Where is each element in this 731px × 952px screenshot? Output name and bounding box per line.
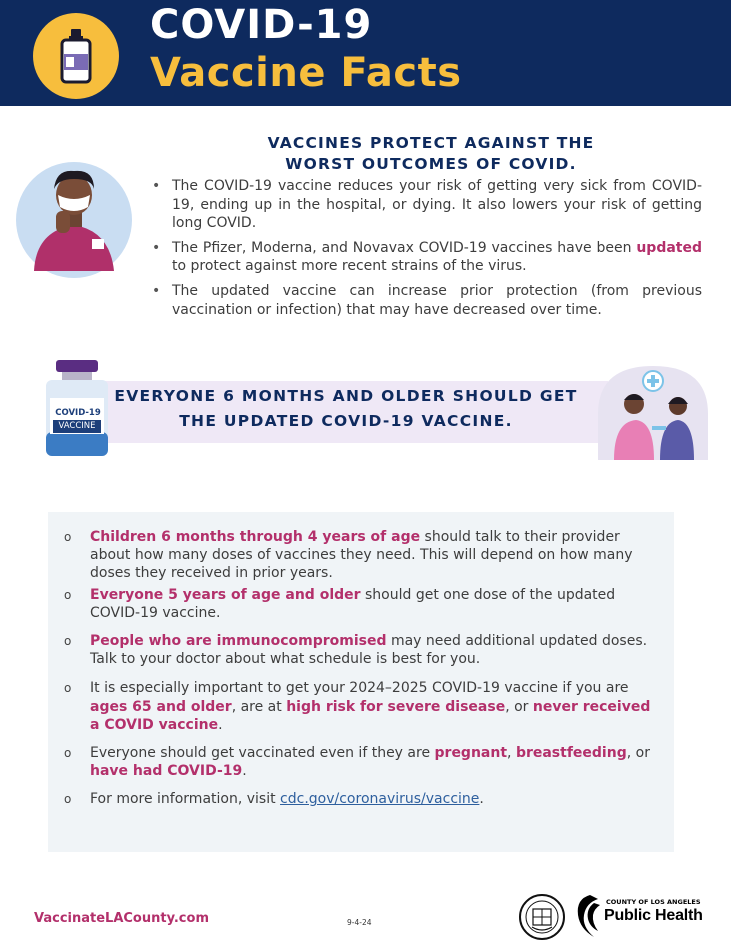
list-item xyxy=(150,282,702,319)
item-text: Everyone should get vaccinated even if they are xyxy=(90,745,435,762)
public-health-logo-icon xyxy=(572,893,604,939)
header-bar xyxy=(0,0,731,106)
bullet-text: to protect against more recent strains of the virus. xyxy=(172,258,527,275)
list-item xyxy=(62,679,662,734)
title-line-1: COVID-19 xyxy=(150,2,373,48)
highlight-text: Everyone 5 years of age and older xyxy=(90,586,361,603)
highlight-text: People who are immunocompromised xyxy=(90,633,387,650)
protection-bullet-list xyxy=(150,177,702,325)
item-text: , are at xyxy=(231,698,287,715)
vial-label-bottom: VACCINE xyxy=(53,420,101,433)
item-text: , xyxy=(507,745,516,762)
banner-line: THE UPDATED COVID-19 VACCINE. xyxy=(179,412,513,430)
highlight-text: never received a COVID vaccine xyxy=(90,698,651,733)
bullet-text: The updated vaccine can increase prior protection (from previous vaccination or infection) that may have decreased over time. xyxy=(172,282,702,318)
eligibility-list xyxy=(62,528,662,809)
item-text: should get one dose of the updated COVID-19 vaccine. xyxy=(90,586,616,621)
item-text: . xyxy=(218,716,223,733)
title-line-2: Vaccine Facts xyxy=(150,50,462,96)
list-item xyxy=(62,528,662,583)
list-item xyxy=(62,744,662,780)
list-item xyxy=(150,177,702,233)
org-name-small: COUNTY OF LOS ANGELES xyxy=(606,898,701,906)
highlight-text: pregnant xyxy=(434,745,508,762)
highlight-text: ages 65 and older xyxy=(90,698,232,715)
highlight-text: breastfeeding xyxy=(515,745,627,762)
date-code: 9-4-24 xyxy=(347,918,372,927)
item-text: For more information, visit xyxy=(90,791,281,808)
item-text: , or xyxy=(626,745,650,762)
heading-line: VACCINES PROTECT AGAINST THE xyxy=(267,134,595,152)
website-link[interactable]: VaccinateLACounty.com xyxy=(34,911,209,926)
list-item xyxy=(62,586,662,622)
bullet-text: The Pfizer, Moderna, and Novavax COVID-19 vaccines have been xyxy=(172,239,637,256)
list-item xyxy=(62,790,662,808)
county-seal-icon xyxy=(518,893,566,941)
bullet-text: The COVID-19 vaccine reduces your risk of getting very sick from COVID-19, ending up in the hospital, or dying. It also lowers your risk of getting long COVID. xyxy=(172,178,702,232)
banner-line: EVERYONE 6 MONTHS AND OLDER SHOULD GET xyxy=(114,387,578,405)
item-text: may need additional updated doses. Talk to your doctor about what schedule is best for you. xyxy=(90,633,648,668)
list-item xyxy=(150,239,702,276)
banner-text xyxy=(104,384,588,434)
item-text: . xyxy=(479,791,484,808)
vial-label-top: COVID-19 xyxy=(55,408,101,418)
highlight-text: updated xyxy=(636,239,702,256)
cdc-vaccine-link[interactable]: cdc.gov/coronavirus/vaccine xyxy=(280,791,480,808)
item-text: should talk to their provider about how many doses of vaccines they need. This will depend on how many doses they received in prior years. xyxy=(90,529,633,582)
list-item xyxy=(62,632,662,668)
item-text: It is especially important to get your 2024–2025 COVID-19 vaccine if you are xyxy=(90,680,629,697)
heading-line: WORST OUTCOMES OF COVID. xyxy=(285,155,577,173)
highlight-text: high risk for severe disease xyxy=(286,698,506,715)
masked-person-illustration xyxy=(14,159,134,281)
item-text: . xyxy=(242,763,247,780)
highlight-text: Children 6 months through 4 years of age xyxy=(90,529,421,545)
vaccination-scene-illustration xyxy=(596,364,710,460)
vaccine-vial-icon xyxy=(33,13,119,99)
highlight-text: have had COVID-19 xyxy=(90,763,243,780)
section-1-heading xyxy=(222,133,640,175)
org-name-big: Public Health xyxy=(604,907,703,924)
item-text: , or xyxy=(505,698,533,715)
